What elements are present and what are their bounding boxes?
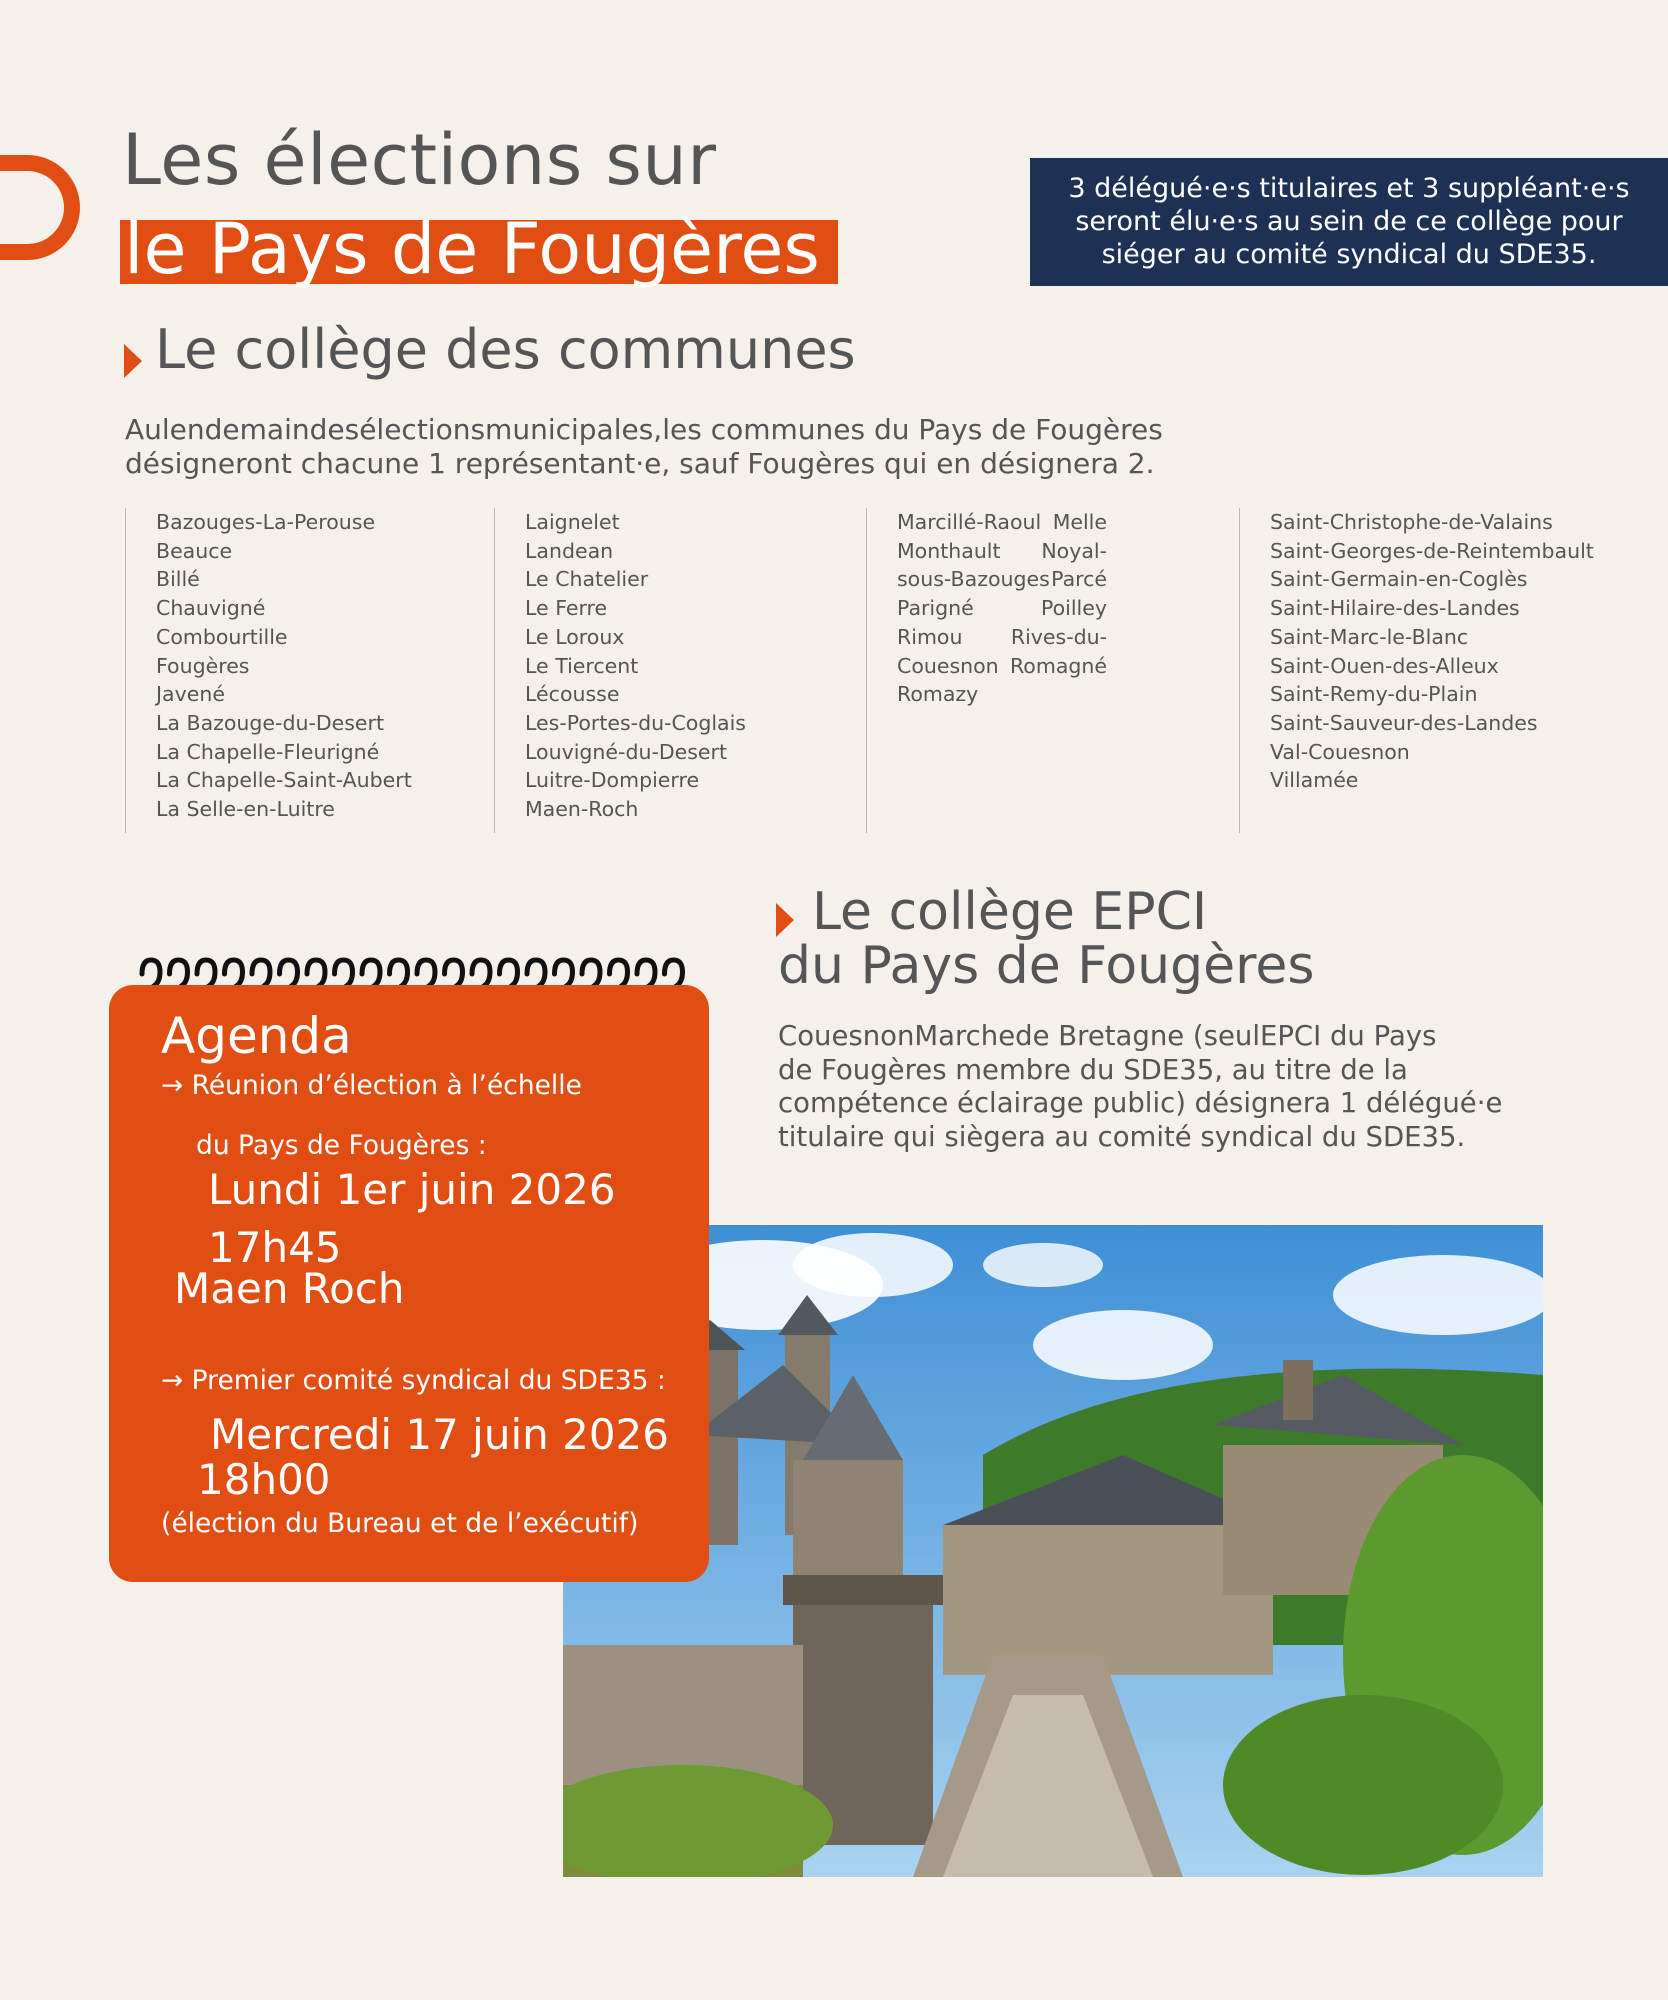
epci-paragraph	[778, 1020, 1503, 1154]
commune-name-part: Parigné	[897, 596, 974, 621]
commune-list-item: Saint-Georges-de-Reintembault	[1270, 538, 1594, 563]
commune-name-part: Romazy	[897, 682, 979, 707]
commune-list-item: Le Tiercent	[525, 653, 639, 678]
commune-list-item: Luitre-Dompierre	[525, 768, 700, 793]
commune-list-item: Saint-Ouen-des-Alleux	[1270, 653, 1499, 678]
agenda-item1-label-cont: du Pays de Fougères :	[196, 1130, 487, 1161]
agenda-item2-date: Mercredi 17 juin 2026	[210, 1410, 669, 1459]
heading-line: du Pays de Fougères	[778, 936, 1315, 996]
info-line: 3 délégué·e·s titulaires et 3 suppléant·e·s	[1068, 173, 1630, 204]
commune-name-part: Parcé	[1051, 567, 1107, 592]
paragraph-line: CouesnonMarchede Bretagne (seulEPCI du Pays	[778, 1020, 1437, 1052]
commune-list-item: Saint-Sauveur-des-Landes	[1270, 710, 1538, 735]
commune-list-item: Le Loroux	[525, 624, 625, 649]
page-title-line2: le Pays de Fougères	[120, 220, 838, 284]
fougeres-castle-photo	[563, 1225, 1543, 1877]
triangle-bullet-icon	[124, 344, 142, 378]
commune-list-item	[897, 594, 1107, 623]
commune-list-item: Saint-Hilaire-des-Landes	[1270, 596, 1520, 621]
commune-list-item: Javené	[156, 682, 225, 707]
agenda-card	[109, 985, 709, 1582]
commune-list-item	[897, 652, 1107, 681]
commune-list-item: Saint-Remy-du-Plain	[1270, 682, 1478, 707]
commune-list-item: Saint-Germain-en-Coglès	[1270, 567, 1528, 592]
agenda-item1-place: Maen Roch	[174, 1264, 405, 1313]
communes-column-1	[125, 508, 455, 833]
commune-list-item: Villamée	[1270, 768, 1359, 793]
communes-column-3	[866, 508, 1196, 833]
commune-name-part: Romagné	[1009, 653, 1107, 678]
info-line: seront élu·e·s au sein de ce collège pour	[1075, 206, 1623, 237]
agenda-item2-time: 18h00	[197, 1455, 331, 1504]
page-title-line1: Les élections sur	[122, 119, 717, 201]
commune-list-item: La Selle-en-Luitre	[156, 797, 335, 822]
section-heading-communes: Le collège des communes	[155, 318, 856, 381]
heading-line: Le collège EPCI	[812, 882, 1208, 942]
agenda-item1-time: 17h45	[208, 1223, 342, 1272]
commune-list-item: La Chapelle-Fleurigné	[156, 739, 380, 764]
commune-list-item: Le Ferre	[525, 596, 608, 621]
commune-list-item: Chauvigné	[156, 596, 266, 621]
commune-list-item: Bazouges-La-Perouse	[156, 510, 376, 534]
commune-name-part: Rimou	[897, 624, 963, 649]
agenda-item2-note: (élection du Bureau et de l’exécutif)	[161, 1508, 639, 1539]
communes-intro	[125, 413, 1163, 481]
communes-column-2	[494, 508, 824, 833]
commune-name-part: sous-Bazouges	[897, 567, 1050, 592]
intro-line: Aulendemaindesélectionsmunicipales,les communes du Pays de Fougères	[125, 413, 1163, 446]
commune-name-part: Poilley	[1040, 596, 1107, 621]
commune-list-item: Saint-Marc-le-Blanc	[1270, 624, 1469, 649]
paragraph-line: de Fougères membre du SDE35, au titre de la	[778, 1053, 1408, 1086]
commune-list-item	[897, 623, 1107, 652]
commune-list-item: Val-Couesnon	[1270, 739, 1410, 764]
commune-list-item: Beauce	[156, 538, 233, 563]
commune-list-item: Combourtille	[156, 624, 288, 649]
commune-list-item	[897, 680, 1107, 709]
info-line: siéger au comité syndical du SDE35.	[1101, 239, 1597, 270]
commune-name-part: Marcillé-Raoul	[897, 510, 1042, 534]
commune-list-item: Louvigné-du-Desert	[525, 739, 727, 764]
commune-name-part: Couesnon	[897, 653, 999, 678]
commune-list-item: Laignelet	[525, 510, 620, 534]
agenda-item1-label: → Réunion d’élection à l’échelle	[161, 1070, 582, 1101]
paragraph-line: compétence éclairage public) désignera 1 délégué·e	[778, 1087, 1503, 1119]
commune-list-item: La Bazouge-du-Desert	[156, 710, 385, 735]
commune-list-item	[897, 508, 1107, 537]
section-heading-epci	[778, 882, 1315, 996]
commune-list-item: Lécousse	[525, 682, 620, 707]
commune-list-item	[897, 565, 1107, 594]
commune-list-item: Les-Portes-du-Coglais	[525, 710, 746, 735]
communes-column-4	[1239, 508, 1659, 833]
commune-name-part: Melle	[1052, 510, 1107, 534]
agenda-title: Agenda	[161, 1007, 352, 1065]
commune-list-item: Saint-Christophe-de-Valains	[1270, 510, 1553, 534]
agenda-item1-date: Lundi 1er juin 2026	[208, 1165, 616, 1214]
commune-list-item	[897, 537, 1107, 566]
commune-list-item: Maen-Roch	[525, 797, 639, 822]
commune-name-part: Rives-du-	[1010, 624, 1107, 649]
commune-list-item: Fougères	[156, 653, 250, 678]
commune-list-item: Le Chatelier	[525, 567, 649, 592]
commune-name-part: Noyal-	[1041, 538, 1107, 563]
paragraph-line: titulaire qui siègera au comité syndical du SDE35.	[778, 1120, 1466, 1153]
commune-list-item: Billé	[156, 567, 200, 592]
commune-name-part: Monthault	[897, 538, 1001, 563]
decorative-d-shape	[0, 155, 80, 260]
commune-list-item: Landean	[525, 538, 614, 563]
delegates-info-box	[1030, 158, 1668, 286]
intro-line: désigneront chacune 1 représentant·e, sauf Fougères qui en désignera 2.	[125, 447, 1155, 480]
commune-list-item: La Chapelle-Saint-Aubert	[156, 768, 412, 793]
agenda-item2-label: → Premier comité syndical du SDE35 :	[161, 1365, 666, 1396]
